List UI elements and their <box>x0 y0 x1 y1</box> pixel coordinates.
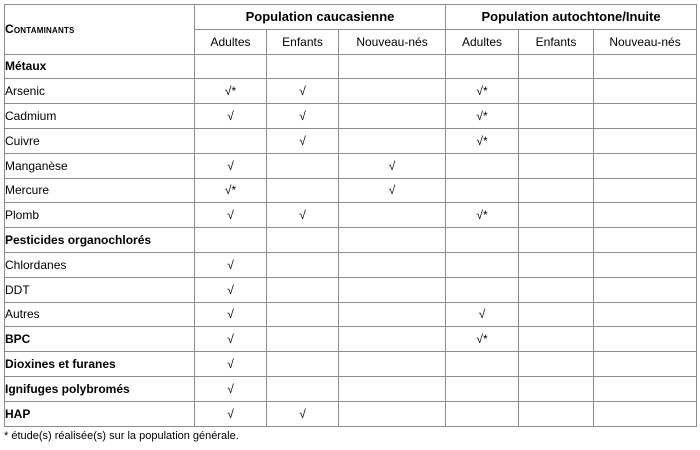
check-cell <box>339 54 446 79</box>
table-row <box>5 79 697 104</box>
column-header: Adultes <box>446 29 519 54</box>
check-cell: √ <box>195 302 267 327</box>
check-cell: √ <box>267 128 339 153</box>
check-cell <box>519 178 594 203</box>
check-cell <box>519 401 594 426</box>
check-cell <box>519 54 594 79</box>
table-row <box>5 277 697 302</box>
table-row <box>5 352 697 377</box>
check-cell <box>594 228 697 253</box>
check-cell: √* <box>446 327 519 352</box>
check-cell: √ <box>339 153 446 178</box>
table-row <box>5 327 697 352</box>
check-cell <box>267 54 339 79</box>
check-cell: √ <box>195 153 267 178</box>
table-row <box>5 302 697 327</box>
category-label: Ignifuges polybromés <box>5 376 195 401</box>
check-cell <box>446 277 519 302</box>
check-cell: √ <box>339 178 446 203</box>
contaminants-table <box>4 4 697 427</box>
check-cell: √ <box>195 252 267 277</box>
category-label: BPC <box>5 327 195 352</box>
contaminant-label: Autres <box>5 302 195 327</box>
check-cell <box>519 203 594 228</box>
check-cell <box>594 302 697 327</box>
check-cell: √ <box>267 401 339 426</box>
column-header: Enfants <box>519 29 594 54</box>
contaminant-label: Mercure <box>5 178 195 203</box>
check-cell <box>339 79 446 104</box>
contaminant-label: Arsenic <box>5 79 195 104</box>
check-cell <box>339 228 446 253</box>
check-cell <box>519 228 594 253</box>
group-header-autochtone: Population autochtone/Inuite <box>446 5 697 30</box>
check-cell <box>519 376 594 401</box>
check-cell <box>519 352 594 377</box>
check-cell <box>339 327 446 352</box>
check-cell <box>195 228 267 253</box>
contaminant-label: Manganèse <box>5 153 195 178</box>
check-cell <box>446 153 519 178</box>
check-cell: √* <box>446 128 519 153</box>
check-cell <box>594 104 697 129</box>
contaminant-label: Cuivre <box>5 128 195 153</box>
contaminants-header: Contaminants <box>5 5 195 55</box>
table-row <box>5 128 697 153</box>
check-cell <box>267 327 339 352</box>
table-row <box>5 376 697 401</box>
check-cell <box>594 401 697 426</box>
check-cell <box>594 203 697 228</box>
contaminant-label: Chlordanes <box>5 252 195 277</box>
check-cell: √* <box>195 79 267 104</box>
check-cell <box>446 352 519 377</box>
table-row <box>5 178 697 203</box>
check-cell <box>594 178 697 203</box>
table-row <box>5 228 697 253</box>
check-cell <box>594 327 697 352</box>
check-cell <box>339 277 446 302</box>
check-cell: √ <box>195 203 267 228</box>
check-cell <box>446 252 519 277</box>
check-cell: √ <box>195 277 267 302</box>
table-row <box>5 252 697 277</box>
check-cell <box>267 352 339 377</box>
table-row <box>5 153 697 178</box>
table-row <box>5 401 697 426</box>
column-header: Enfants <box>267 29 339 54</box>
check-cell <box>519 302 594 327</box>
check-cell: √ <box>195 401 267 426</box>
check-cell <box>446 228 519 253</box>
check-cell: √ <box>267 203 339 228</box>
check-cell: √ <box>195 352 267 377</box>
check-cell: √* <box>446 79 519 104</box>
check-cell <box>267 302 339 327</box>
check-cell <box>519 327 594 352</box>
check-cell <box>446 376 519 401</box>
check-cell <box>519 277 594 302</box>
category-label: Pesticides organochlorés <box>5 228 195 253</box>
group-header-caucasian: Population caucasienne <box>195 5 446 30</box>
contaminant-label: Cadmium <box>5 104 195 129</box>
check-cell <box>519 252 594 277</box>
check-cell: √ <box>267 79 339 104</box>
contaminant-label: DDT <box>5 277 195 302</box>
check-cell <box>594 128 697 153</box>
check-cell <box>594 252 697 277</box>
check-cell <box>594 79 697 104</box>
check-cell: √ <box>195 376 267 401</box>
check-cell <box>195 128 267 153</box>
check-cell <box>339 302 446 327</box>
check-cell <box>195 54 267 79</box>
table-row <box>5 104 697 129</box>
check-cell <box>339 128 446 153</box>
column-header: Nouveau-nés <box>594 29 697 54</box>
check-cell <box>446 54 519 79</box>
check-cell <box>339 376 446 401</box>
category-label: Dioxines et furanes <box>5 352 195 377</box>
check-cell <box>267 178 339 203</box>
table-row <box>5 54 697 79</box>
check-cell <box>339 104 446 129</box>
check-cell <box>594 352 697 377</box>
check-cell <box>339 401 446 426</box>
column-header: Nouveau-nés <box>339 29 446 54</box>
category-label: HAP <box>5 401 195 426</box>
contaminant-label: Plomb <box>5 203 195 228</box>
check-cell <box>339 252 446 277</box>
check-cell: √ <box>446 302 519 327</box>
check-cell <box>519 104 594 129</box>
check-cell <box>267 228 339 253</box>
check-cell: √ <box>195 327 267 352</box>
check-cell <box>446 401 519 426</box>
check-cell <box>267 153 339 178</box>
check-cell <box>339 203 446 228</box>
category-label: Métaux <box>5 54 195 79</box>
column-header: Adultes <box>195 29 267 54</box>
check-cell <box>267 277 339 302</box>
check-cell: √ <box>267 104 339 129</box>
check-cell <box>594 54 697 79</box>
check-cell <box>519 79 594 104</box>
check-cell <box>267 252 339 277</box>
check-cell: √* <box>195 178 267 203</box>
header-row-groups <box>5 5 697 30</box>
table-body <box>5 54 697 426</box>
check-cell <box>267 376 339 401</box>
check-cell <box>594 277 697 302</box>
table-row <box>5 203 697 228</box>
check-cell <box>446 178 519 203</box>
check-cell <box>594 153 697 178</box>
check-cell <box>594 376 697 401</box>
check-cell <box>519 153 594 178</box>
check-cell <box>339 352 446 377</box>
check-cell: √* <box>446 203 519 228</box>
check-cell <box>519 128 594 153</box>
footnote: * étude(s) réalisée(s) sur la population générale. <box>4 430 239 442</box>
check-cell: √ <box>195 104 267 129</box>
check-cell: √* <box>446 104 519 129</box>
